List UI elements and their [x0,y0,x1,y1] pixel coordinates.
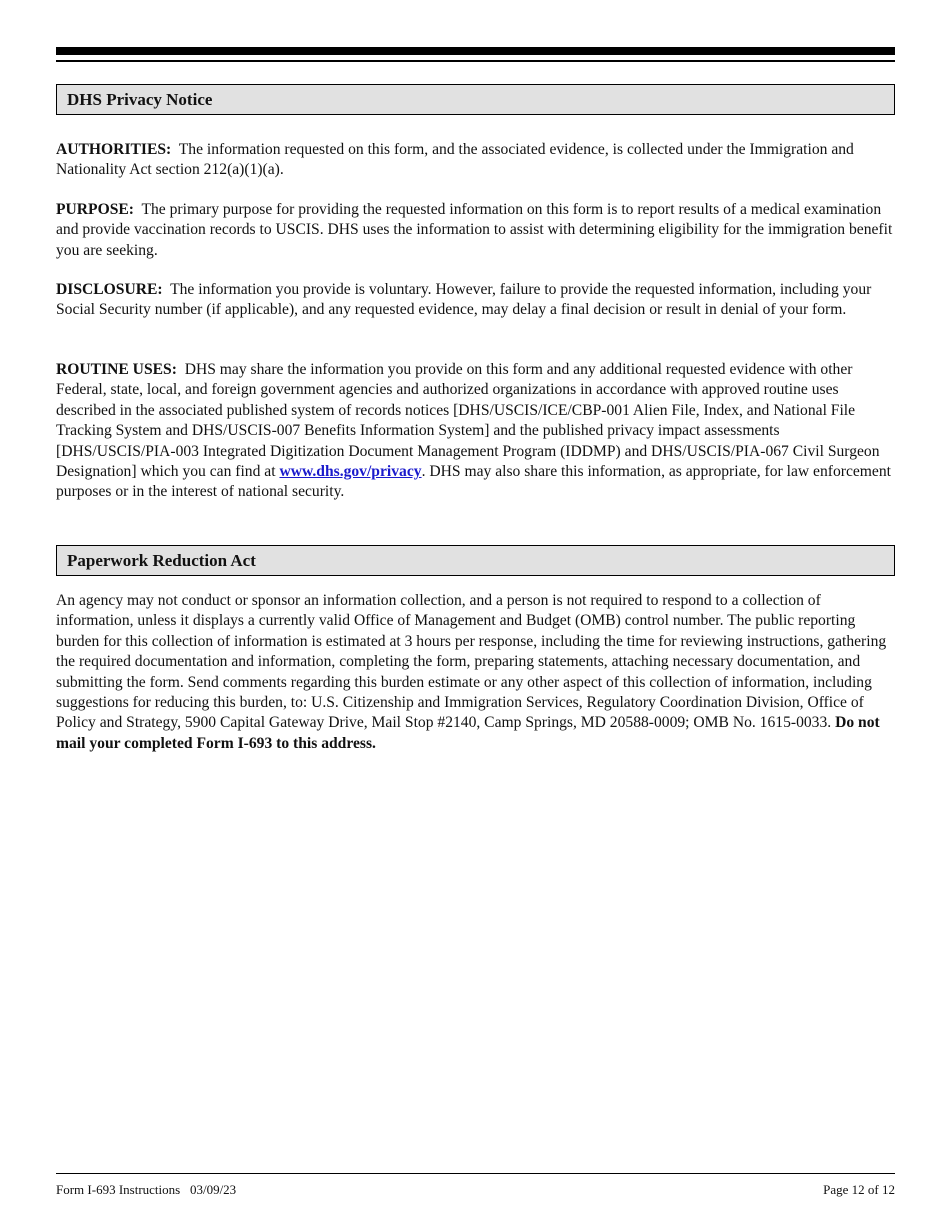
authorities-text: The information requested on this form, and the associated evidence, is collected under the Immigration and Nationality Act section 212(a)(1)(a). [56,141,854,179]
paperwork-text: An agency may not conduct or sponsor an information collection, and a person is not required to respond to a collection of information, unless it displays a currently valid Office of Management and Budget (OMB) control number. The public reporting burden for this collection of information is estimated at 3 hours per response, including the time for reviewing instructions, gathering the required documentation and information, completing the form, preparing statements, attaching necessary documentation, and submitting the form. Send comments regarding this burden estimate or any other aspect of this collection of information, including suggestions for reducing this burden, to: U.S. Citizenship and Immigration Services, Regulatory Coordination Division, Office of Policy and Strategy, 5900 Capital Gateway Drive, Mail Stop #2140, Camp Springs, MD 20588-0009; OMB No. 1615-0033. [56,592,887,732]
footer-rule [56,1173,895,1174]
routine-uses-paragraph [56,360,895,503]
top-thick-rule [56,47,895,55]
disclosure-paragraph [56,280,895,321]
routine-uses-text-before: DHS may share the information you provide on this form and any additional requested evidence with other Federal, state, local, and foreign government agencies and authorized organizations in accordance with approved routine uses described in the associated published system of records notices [DHS/USCIS/ICE/CBP-001 Alien File, Index, and National File Tracking System and DHS/USCIS-007 Benefits Information System] and the published privacy impact assessments [DHS/USCIS/PIA-003 Integrated Digitization Document Management Program (IDDMP) and DHS/USCIS/PIA-067 Civil Surgeon Designation] which you can find at [56,361,880,481]
purpose-label: PURPOSE: [56,201,134,218]
top-thin-rule [56,60,895,62]
footer-form-name: Form I-693 Instructions 03/09/23 [56,1182,237,1197]
routine-uses-label: ROUTINE USES: [56,361,177,378]
paperwork-paragraph [56,591,895,754]
authorities-paragraph [56,140,895,181]
disclosure-text: The information you provide is voluntary. However, failure to provide the requested information, including your Social Security number (if applicable), and any requested evidence, may delay a final decision or result in denial of your form. [56,281,872,319]
routine-uses-text-after: . DHS may also share this information, as appropriate, for law enforcement purposes or in the interest of national security. [56,463,891,501]
paperwork-bold-notice: Do not mail your completed Form I-693 to this address. [56,714,880,752]
privacy-notice-header: DHS Privacy Notice [56,84,895,115]
footer-page-number: Page 12 of 12 [823,1182,895,1197]
document-page [56,0,895,1230]
purpose-text: The primary purpose for providing the requested information on this form is to report results of a medical examination and provide vaccination records to USCIS. DHS uses the information to assist with determining eligibility for the immigration benefit you are seeking. [56,201,893,259]
authorities-label: AUTHORITIES: [56,141,172,158]
purpose-paragraph [56,200,895,261]
disclosure-label: DISCLOSURE: [56,281,163,298]
paperwork-reduction-header: Paperwork Reduction Act [56,545,895,576]
dhs-privacy-link[interactable]: www.dhs.gov/privacy [279,463,422,481]
